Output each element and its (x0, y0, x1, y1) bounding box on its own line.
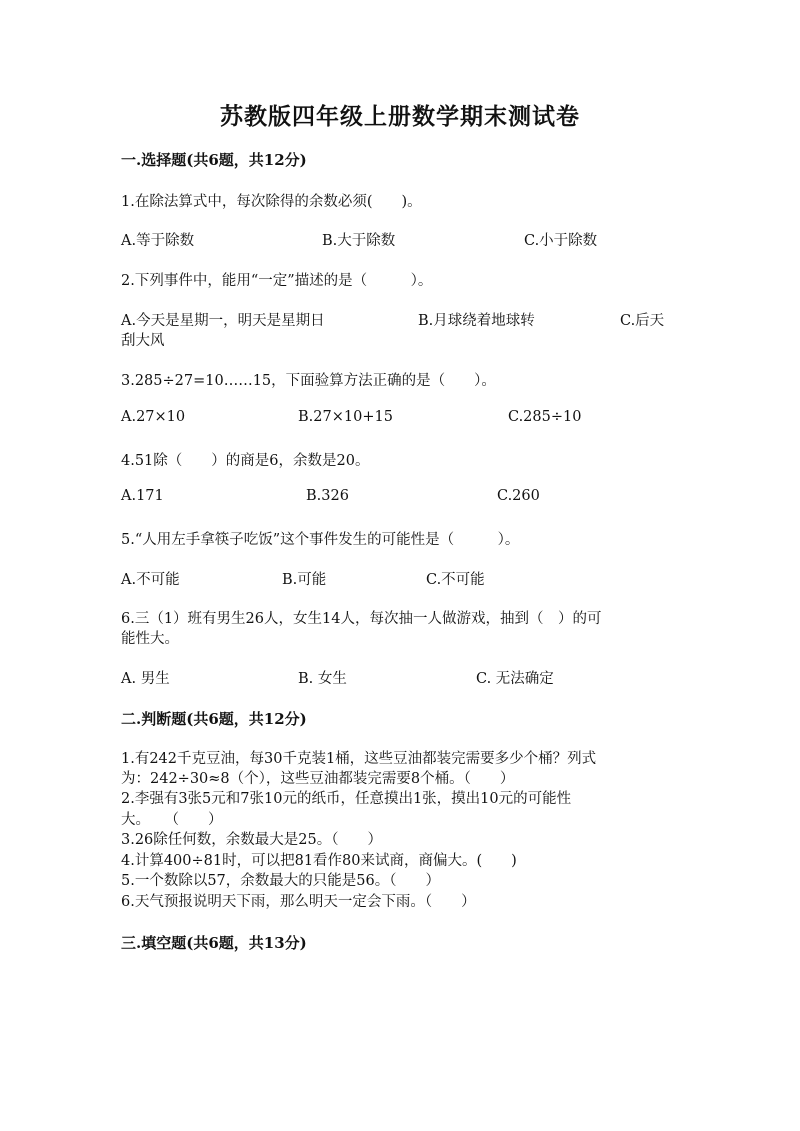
question-option: C.不可能 (426, 572, 485, 588)
question-stem-wrap: 能性大。 (121, 631, 179, 647)
question-option: B.27×10+15 (298, 409, 393, 425)
judgement-line: 1.有242千克豆油，每30千克装1桶，这些豆油都装完需要多少个桶？列式 (121, 751, 597, 767)
question-option: A.171 (121, 488, 164, 504)
question-option: B.月球绕着地球转 (418, 313, 535, 329)
question-stem: 5.“人用左手拿筷子吃饭”这个事件发生的可能性是（ ）。 (121, 532, 520, 548)
page-title: 苏教版四年级上册数学期末测试卷 (220, 103, 580, 130)
section-heading-choice: 一.选择题(共6题，共12分) (121, 151, 307, 169)
question-option: A.27×10 (121, 409, 186, 425)
question-stem: 4.51除（ ）的商是6，余数是20。 (121, 453, 370, 469)
question-option: A.不可能 (121, 572, 180, 588)
question-option: A.今天是星期一，明天是星期日 (121, 313, 325, 329)
section-heading-fill-blank: 三.填空题(共6题，共13分) (121, 934, 307, 952)
judgement-line: 4.计算400÷81时，可以把81看作80来试商，商偏大。( ) (121, 853, 517, 869)
judgement-line: 大。 （ ） (121, 812, 223, 828)
question-stem: 3.285÷27=10……15，下面验算方法正确的是（ ）。 (121, 373, 496, 389)
question-option: C.小于除数 (524, 233, 598, 249)
section-heading-judgement: 二.判断题(共6题，共12分) (121, 710, 307, 728)
judgement-line: 3.26除任何数，余数最大是25。（ ） (121, 832, 382, 848)
question-option: C.260 (497, 488, 540, 504)
judgement-line: 6.天气预报说明天下雨，那么明天一定会下雨。（ ） (121, 894, 476, 910)
question-stem: 2.下列事件中，能用“一定”描述的是（ ）。 (121, 273, 433, 289)
question-option-wrap: 刮大风 (121, 333, 165, 349)
judgement-line: 5.一个数除以57，余数最大的只能是56。（ ） (121, 873, 440, 889)
question-option: B.大于除数 (322, 233, 396, 249)
question-option: C.285÷10 (508, 409, 582, 425)
question-option: C. 无法确定 (476, 671, 554, 687)
question-stem: 1.在除法算式中，每次除得的余数必须( )。 (121, 194, 422, 210)
judgement-line: 为：242÷30≈8（个），这些豆油都装完需要8个桶。（ ） (121, 771, 515, 787)
question-stem: 6.三（1）班有男生26人，女生14人，每次抽一人做游戏，抽到（ ）的可 (121, 611, 602, 627)
question-option: B.326 (306, 488, 349, 504)
judgement-line: 2.李强有3张5元和7张10元的纸币，任意摸出1张，摸出10元的可能性 (121, 791, 572, 807)
question-option: A.等于除数 (121, 233, 195, 249)
question-option: A. 男生 (121, 671, 170, 687)
question-option: C.后天 (620, 313, 665, 329)
question-option: B.可能 (282, 572, 327, 588)
question-option: B. 女生 (298, 671, 347, 687)
